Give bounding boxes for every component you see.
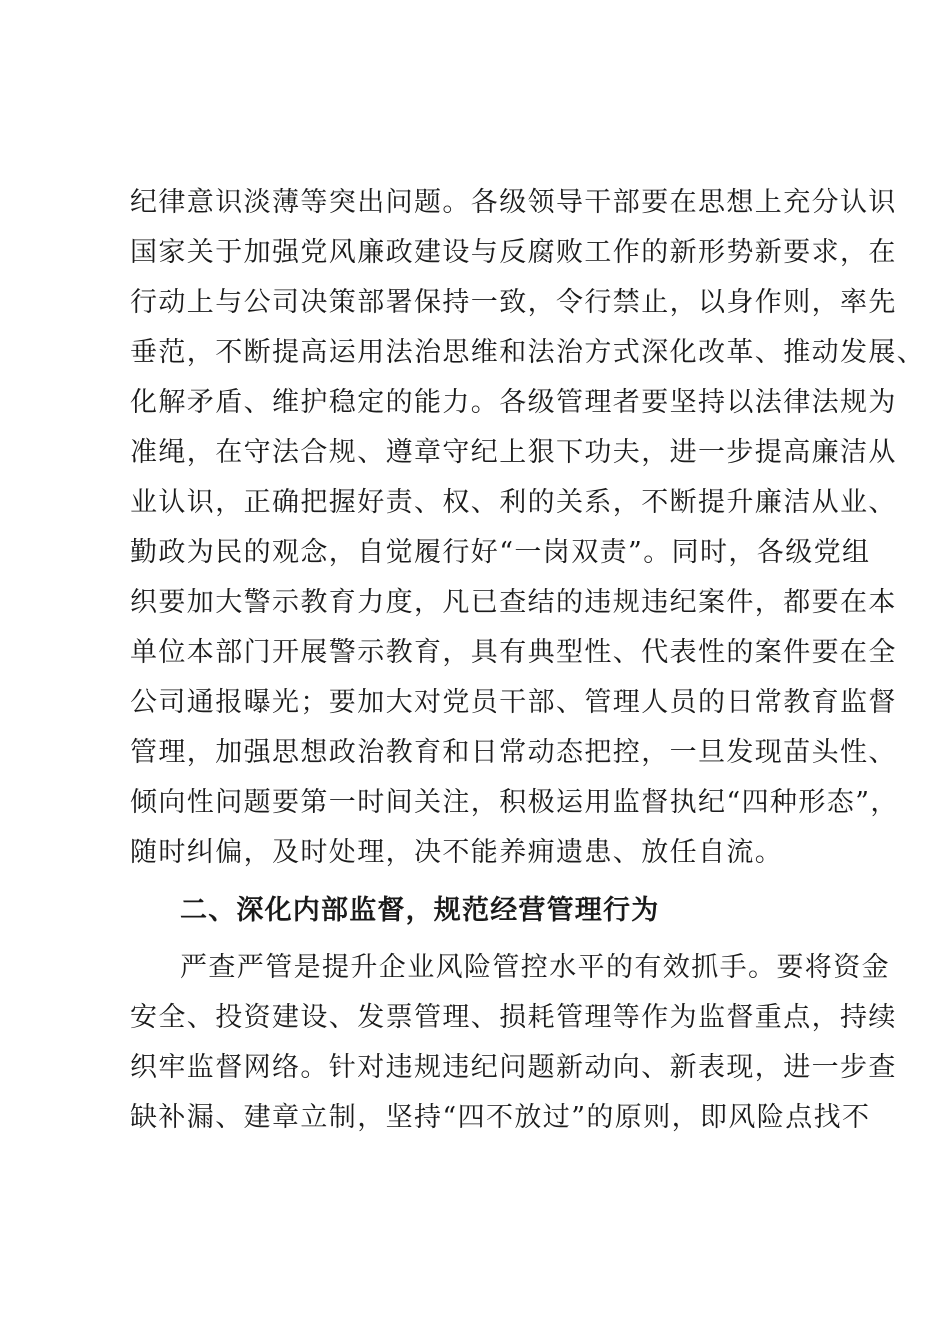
paragraph-line: 国家关于加强党风廉政建设与反腐败工作的新形势新要求，在 [130, 237, 897, 268]
paragraph-line: 行动上与公司决策部署保持一致，令行禁止，以身作则，率先 [130, 287, 897, 318]
paragraph-line: 织要加大警示教育力度，凡已查结的违规违纪案件，都要在本 [130, 587, 897, 618]
paragraph-line: 准绳，在守法合规、遵章守纪上狠下功夫，进一步提高廉洁从 [130, 437, 897, 468]
paragraph-line: 安全、投资建设、发票管理、损耗管理等作为监督重点，持续 [130, 1002, 897, 1033]
paragraph-line: 勤政为民的观念，自觉履行好“一岗双责”。同时，各级党组 [130, 537, 871, 568]
paragraph-line: 垂范，不断提高运用法治思维和法治方式深化改革、推动发展、 [130, 337, 926, 368]
paragraph-line: 随时纠偏，及时处理，决不能养痈遗患、放任自流。 [130, 837, 784, 868]
paragraph-line: 织牢监督网络。针对违规违纪问题新动向、新表现，进一步查 [130, 1052, 897, 1083]
paragraph-line: 缺补漏、建章立制，坚持“四不放过”的原则，即风险点找不 [130, 1102, 871, 1133]
paragraph-line: 纪律意识淡薄等突出问题。各级领导干部要在思想上充分认识 [130, 187, 897, 218]
paragraph-line: 单位本部门开展警示教育，具有典型性、代表性的案件要在全 [130, 637, 897, 668]
paragraph-line: 业认识，正确把握好责、权、利的关系，不断提升廉洁从业、 [130, 487, 897, 518]
paragraph-line: 倾向性问题要第一时间关注，积极运用监督执纪“四种形态”， [130, 787, 899, 818]
paragraph-line: 化解矛盾、维护稳定的能力。各级管理者要坚持以法律法规为 [130, 387, 897, 418]
paragraph-line: 管理，加强思想政治教育和日常动态把控，一旦发现苗头性、 [130, 737, 897, 768]
paragraph-line: 严查严管是提升企业风险管控水平的有效抓手。要将资金 [180, 952, 890, 983]
paragraph-line: 公司通报曝光；要加大对党员干部、管理人员的日常教育监督 [130, 687, 897, 718]
section-heading: 二、深化内部监督，规范经营管理行为 [180, 895, 660, 926]
